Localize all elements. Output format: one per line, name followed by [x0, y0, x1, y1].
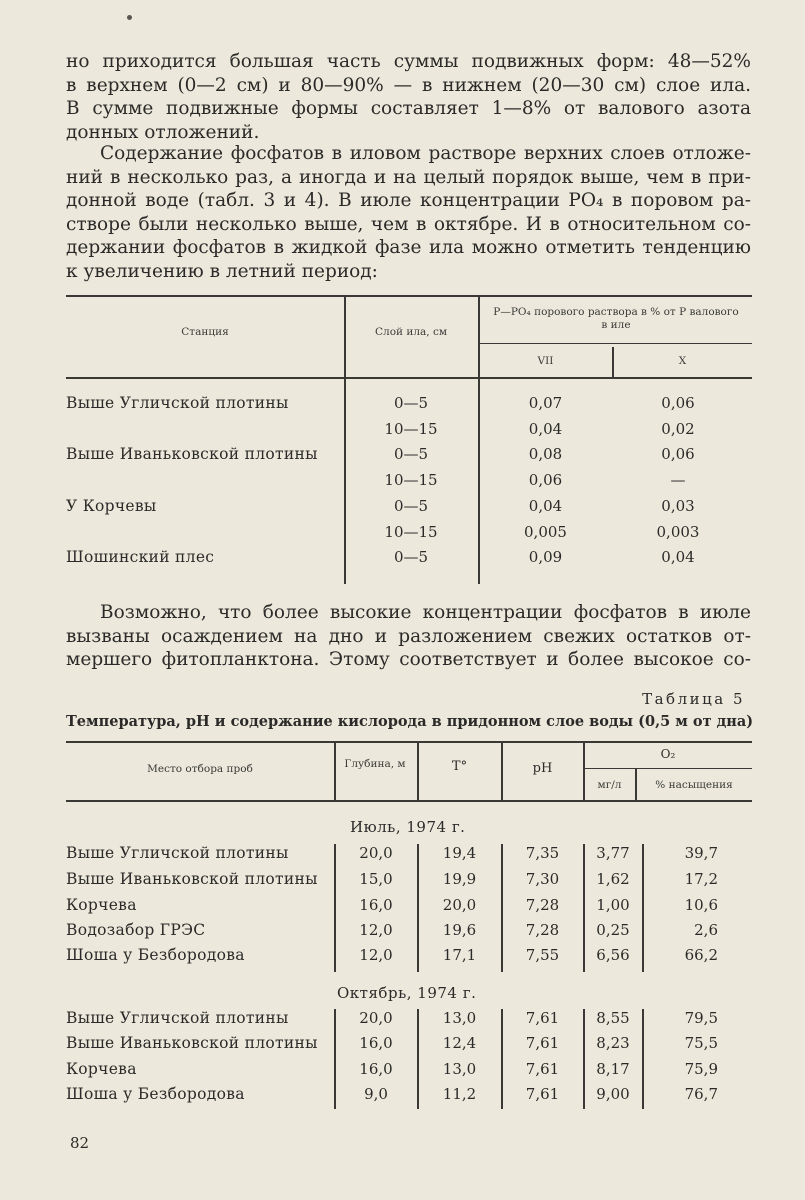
mgl-value: 0,25	[596, 921, 630, 939]
header-temp: T°	[451, 759, 468, 774]
depth-value: 16,0	[359, 896, 393, 914]
header-subrule	[584, 768, 752, 769]
saturation-value: 2,6	[694, 921, 718, 939]
page-number: 82	[70, 1134, 90, 1152]
text-line: донной воде (табл. 3 и 4). В июле концентрации PO₄ в поровом ра-	[66, 190, 751, 212]
temp-value: 17,1	[442, 946, 477, 964]
vii-value: 0,04	[528, 420, 563, 438]
temp-value: 13,0	[442, 1009, 477, 1027]
station-name: У Корчевы	[66, 497, 157, 515]
header-layer: Слой ила, см	[374, 326, 447, 338]
temp-value: 19,6	[442, 921, 477, 939]
temp-value: 19,4	[442, 844, 477, 862]
x-value: 0,06	[661, 394, 695, 412]
saturation-value: 75,9	[684, 1060, 718, 1078]
header-station: Станция	[181, 326, 229, 338]
x-value: 0,003	[656, 523, 700, 541]
text-line: Возможно, что более высокие концентрации фосфатов в июле	[100, 602, 751, 623]
depth-value: 9,0	[364, 1085, 388, 1103]
depth-value: 16,0	[359, 1060, 393, 1078]
header-month-x: X	[678, 355, 687, 367]
layer-value: 0—5	[393, 548, 429, 566]
station-name: Выше Угличской плотины	[66, 394, 289, 412]
paragraph-1	[66, 50, 751, 144]
place-name: Корчева	[66, 896, 137, 914]
mgl-value: 1,00	[596, 896, 630, 914]
saturation-value: 79,5	[684, 1009, 718, 1027]
column-divider	[334, 742, 336, 800]
vii-value: 0,09	[528, 548, 563, 566]
text-line: Содержание фосфатов в иловом растворе верхних слоев отложе-	[100, 143, 751, 164]
depth-value: 12,0	[359, 921, 393, 939]
place-name: Выше Иваньковской плотины	[66, 1034, 318, 1052]
saturation-value: 39,7	[684, 844, 718, 862]
text-line: ний в несколько раз, а иногда и на целый порядок выше, чем в при-	[66, 166, 751, 188]
paragraph-3	[66, 601, 751, 672]
header-depth: Глубина, м	[344, 758, 406, 770]
ph-value: 7,55	[525, 946, 560, 964]
x-value: 0,03	[661, 497, 695, 515]
header-month-vii: VII	[537, 355, 554, 367]
depth-value: 16,0	[359, 1034, 393, 1052]
text-line: донных отложений.	[66, 121, 260, 143]
depth-value: 20,0	[359, 1009, 393, 1027]
text-line: держании фосфатов в жидкой фазе ила можно отметить тенденцию	[66, 237, 751, 259]
x-value: 0,04	[661, 548, 695, 566]
ph-value: 7,28	[525, 896, 560, 914]
table-caption: Таблица 5	[642, 690, 745, 708]
layer-value: 10—15	[384, 523, 438, 541]
vii-value: 0,04	[528, 497, 563, 515]
temp-value: 13,0	[442, 1060, 477, 1078]
temp-value: 11,2	[442, 1085, 477, 1103]
header-rule	[66, 377, 752, 379]
text-line: вызваны осаждением на дно и разложением свежих остатков от-	[66, 625, 751, 647]
depth-value: 15,0	[359, 870, 393, 888]
ph-value: 7,61	[525, 1085, 560, 1103]
vii-value: 0,06	[528, 471, 563, 489]
x-value: —	[670, 471, 686, 489]
saturation-value: 10,6	[684, 896, 718, 914]
mgl-value: 8,23	[596, 1034, 630, 1052]
saturation-value: 66,2	[684, 946, 718, 964]
section-october: Октябрь, 1974 г.	[337, 984, 477, 1002]
text-line: мершего фитопланктона. Этому соответствует и более высокое со-	[66, 649, 751, 671]
header-rule	[66, 800, 752, 802]
layer-value: 0—5	[393, 394, 429, 412]
text-line: В сумме подвижные формы составляет 1—8% от валового азота	[66, 98, 751, 120]
depth-value: 12,0	[359, 946, 393, 964]
x-value: 0,02	[661, 420, 695, 438]
layer-value: 0—5	[393, 445, 429, 463]
place-name: Выше Угличской плотины	[66, 844, 289, 862]
text-line: но приходится большая часть суммы подвижных форм: 48—52%	[66, 51, 751, 72]
text-line: к увеличению в летний период:	[66, 260, 378, 282]
mgl-value: 9,00	[596, 1085, 630, 1103]
mgl-value: 1,62	[596, 870, 630, 888]
place-name: Выше Иваньковской плотины	[66, 870, 318, 888]
ph-value: 7,30	[525, 870, 560, 888]
ph-value: 7,61	[525, 1009, 560, 1027]
place-name: Водозабор ГРЭС	[66, 921, 206, 939]
ph-value: 7,35	[525, 844, 560, 862]
vii-value: 0,08	[528, 445, 563, 463]
temp-value: 12,4	[442, 1034, 477, 1052]
paragraph-2	[66, 142, 751, 284]
layer-value: 10—15	[384, 420, 438, 438]
layer-value: 0—5	[393, 497, 429, 515]
temp-value: 19,9	[442, 870, 477, 888]
text-line: створе были несколько выше, чем в октябре. И в относительном со-	[66, 213, 751, 235]
header-po4-group: Р—РО₄ порового раствора в % от Р валового в иле	[493, 306, 739, 331]
table-rule	[66, 295, 752, 297]
place-name: Корчева	[66, 1060, 137, 1078]
header-place: Место отбора проб	[147, 763, 253, 775]
print-speck	[127, 15, 132, 20]
place-name: Шоша у Безбородова	[66, 1085, 245, 1103]
text-line: в верхнем (0—2 см) и 80—90% — в нижнем (20—30 см) слое ила.	[66, 74, 751, 96]
station-name: Выше Иваньковской плотины	[66, 445, 318, 463]
mgl-value: 8,55	[596, 1009, 630, 1027]
table-title: Температура, рН и содержание кислорода в придонном слое воды (0,5 м от дна)	[66, 713, 754, 730]
header-mgl: мг/л	[597, 779, 622, 791]
station-name: Шошинский плес	[66, 548, 215, 566]
mgl-value: 8,17	[596, 1060, 630, 1078]
mgl-value: 3,77	[596, 844, 630, 862]
ph-value: 7,61	[525, 1034, 560, 1052]
header-saturation: % насыщения	[655, 779, 733, 791]
header-subrule	[479, 343, 752, 344]
depth-value: 20,0	[359, 844, 393, 862]
temp-value: 20,0	[442, 896, 477, 914]
header-o2: O₂	[660, 747, 676, 761]
layer-value: 10—15	[384, 471, 438, 489]
ph-value: 7,61	[525, 1060, 560, 1078]
saturation-value: 75,5	[684, 1034, 718, 1052]
vii-value: 0,005	[524, 523, 567, 541]
ph-value: 7,28	[525, 921, 560, 939]
x-value: 0,06	[661, 445, 695, 463]
table-rule	[66, 741, 752, 743]
place-name: Шоша у Безбородова	[66, 946, 245, 964]
header-ph: pH	[532, 761, 553, 776]
vii-value: 0,07	[528, 394, 563, 412]
saturation-value: 17,2	[684, 870, 718, 888]
mgl-value: 6,56	[596, 946, 630, 964]
section-july: Июль, 1974 г.	[350, 818, 466, 836]
place-name: Выше Угличской плотины	[66, 1009, 289, 1027]
saturation-value: 76,7	[684, 1085, 718, 1103]
